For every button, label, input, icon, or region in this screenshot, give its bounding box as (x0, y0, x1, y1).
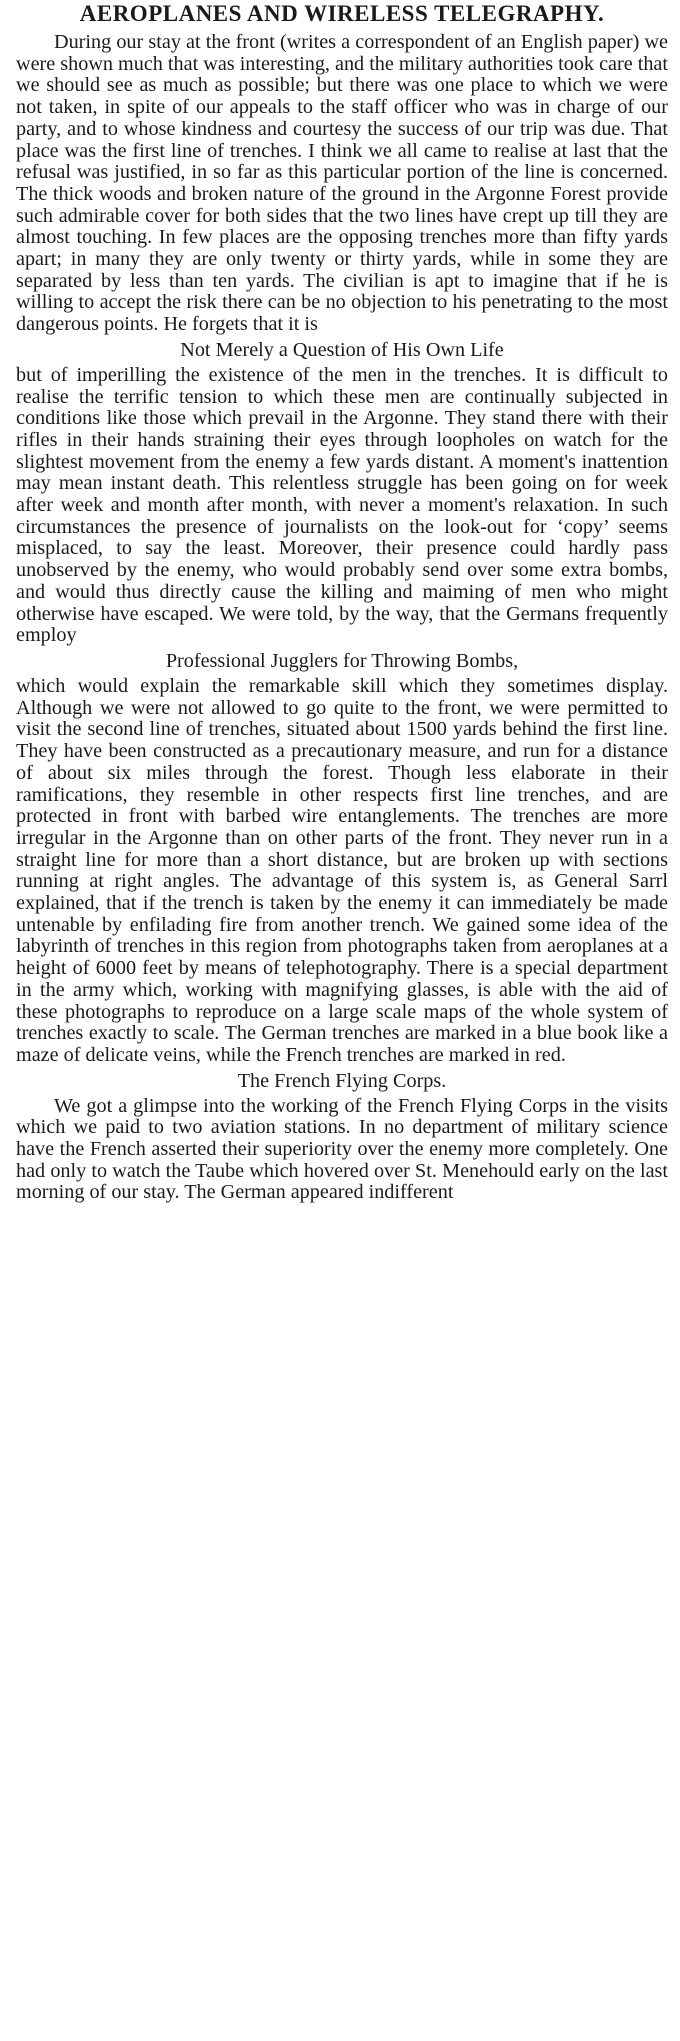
article-title: AEROPLANES AND WIRELESS TELEGRAPHY. (79, 1, 605, 26)
article-paragraph-2: but of imperilling the existence of the men in the trenches. It is difficult to realise the terrific tension to which these men are continually subjected in conditions like those which prevail in the Argonne. They stand there with their rifles in their hands straining their eyes through loopholes on watch for the slightest movement from the enemy a few yards distant. A moment's inattention may mean instant death. This relentless struggle has been going on for week after week and month after month, with never a moment's relaxation. In such circumstances the presence of journalists on the look-out for ‘copy’ seems misplaced, to say the least. Moreover, their presence could hardly pass unobserved by the enemy, who would probably send over some extra bombs, and would thus directly cause the killing and maiming of men who might otherwise have escaped. We were told, by the way, that the Germans frequently employ (16, 363, 668, 647)
subheading-jugglers: Professional Jugglers for Throwing Bombs, (165, 649, 519, 672)
article-paragraph-4: We got a glimpse into the working of the French Flying Corps in the visits which we paid to two aviation stations. In no department of military science have the French asserted their superiority over the enemy more completely. One had only to watch the Taube which hovered over St. Menehould early on the last morning of our stay. The German appeared indifferent (16, 1094, 668, 1204)
subheading-own-life: Not Merely a Question of His Own Life (180, 338, 504, 361)
article-paragraph-1: During our stay at the front (writes a correspondent of an English paper) we were shown much that was interesting, and the military authorities took care that we should see as much as possible; but there was one place to which we were not taken, in spite of our appeals to the staff officer who was in charge of our party, and to whose kindness and courtesy the success of our trip was due. That place was the first line of trenches. I think we all came to realise at last that the refusal was justified, in so far as this particular portion of the line is concerned. The thick woods and broken nature of the ground in the Argonne Forest provide such admirable cover for both sides that the two lines have crept up till they are almost touching. In few places are the opposing trenches more than fifty yards apart; in many they are only twenty or thirty yards, while in some they are separated by less than ten yards. The civilian is apt to imagine that if he is willing to accept the risk there can be no objection to his penetrating to the most dangerous points. He forgets that it is (16, 31, 668, 336)
article-paragraph-3: which would explain the remarkable skill which they sometimes display. Although we were not allowed to go quite to the front, we were permitted to visit the second line of trenches, situated about 1500 yards behind the first line. They have been constructed as a precautionary measure, and run for a distance of about six miles through the forest. Though less elaborate in their ramifications, they resemble in other respects first line trenches, and are protected in front with barbed wire entanglements. The trenches are more irregular in the Argonne than on other parts of the front. They never run in a straight line for more than a short distance, but are broken up with sections running at right angles. The advantage of this system is, as General Sarrl explained, that if the trench is taken by the enemy it can immediately be made untenable by enfilading fire from another trench. We gained some idea of the labyrinth of trenches in this region from photographs taken from aeroplanes at a height of 6000 feet by means of telephotography. There is a special department in the army which, working with magnifying glasses, is able with the aid of these photographs to reproduce on a large scale maps of the whole system of trenches exactly to scale. The German trenches are marked in a blue book like a maze of delicate veins, while the French trenches are marked in red. (16, 674, 668, 1066)
subheading-flying-corps: The French Flying Corps. (237, 1069, 447, 1092)
